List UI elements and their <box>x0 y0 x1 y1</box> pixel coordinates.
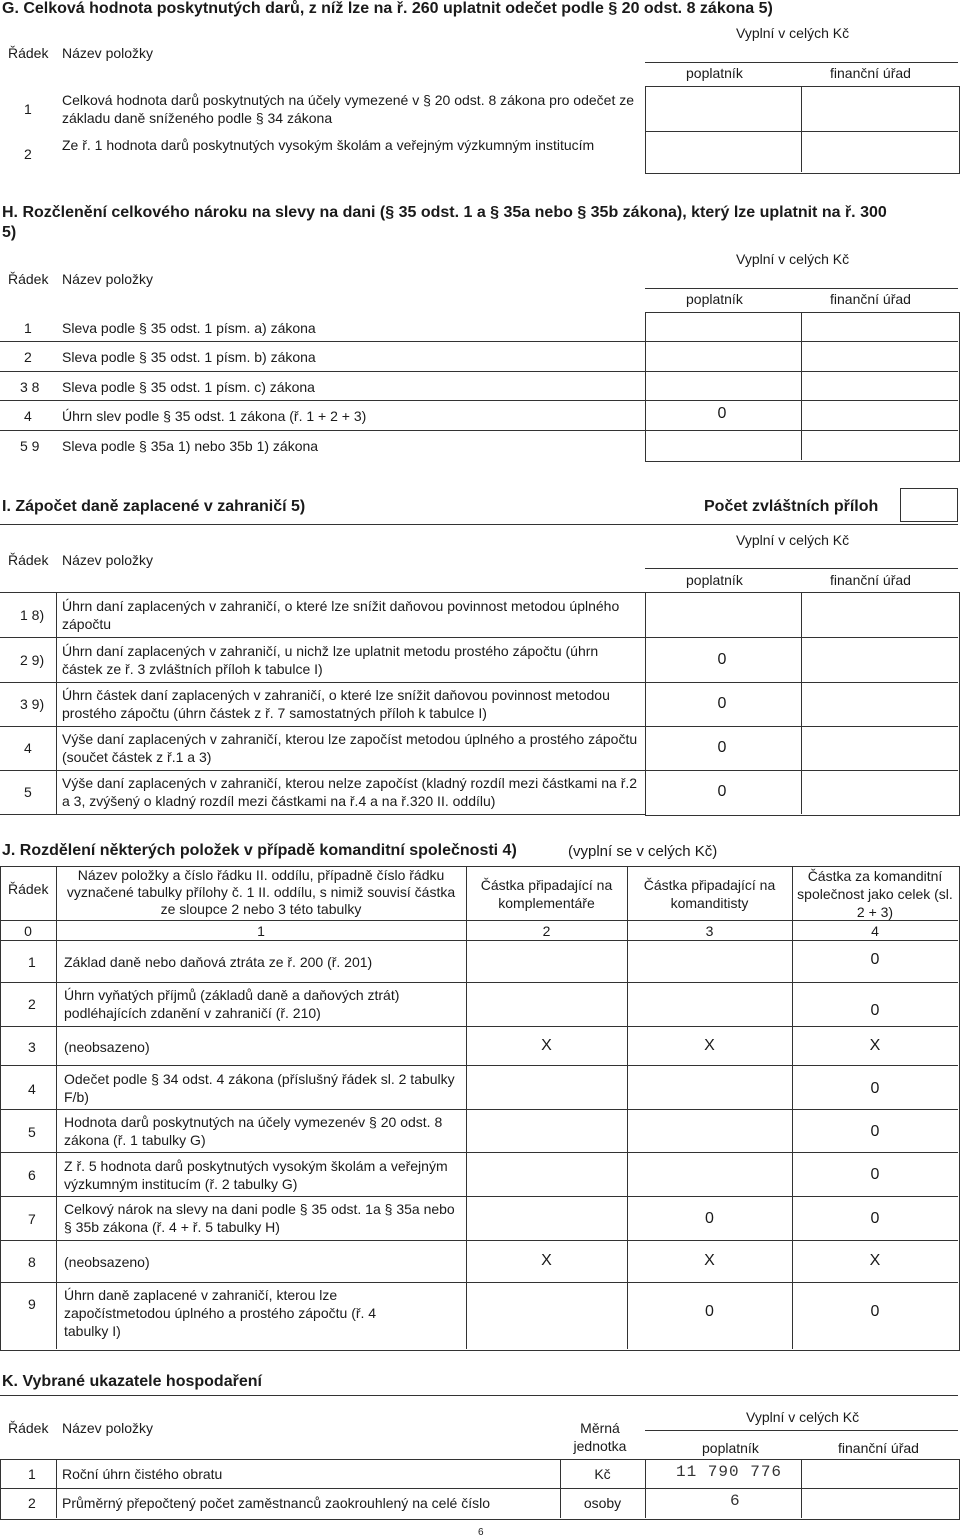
col-number: 4 <box>871 923 879 939</box>
row-label: Úhrn daně zaplacené v zahraničí, kterou lze započístmetodou úplného a prostého zápočtu (ř. 4 tabulky I) <box>64 1287 377 1339</box>
row-label: Úhrn daní zaplacených v zahraničí, u nichž lze uplatnit metodu prostého zápočtu (úhrn částek ze ř. 3 zvláštních příloh k tabulce I) <box>62 643 599 677</box>
col-number: 1 <box>257 923 265 939</box>
row-number: 1 8) <box>20 607 45 623</box>
attachments-count-field[interactable] <box>900 488 958 522</box>
g-row1-payer-field[interactable] <box>647 88 799 129</box>
row-number: 4 <box>28 1081 36 1097</box>
j-row3-c3: X <box>704 1037 715 1054</box>
col-number: 2 <box>542 923 551 939</box>
col-payer-header: poplatník <box>686 291 743 307</box>
row-label: Úhrn částek daní zaplacených v zahraničí, o které lze snížit daňovou povinnost metodou prostého zápočtu (úhrn částek z ř. 7 samostatných příloh k tabulce I) <box>62 687 610 721</box>
j-row8-c4: X <box>869 1252 881 1269</box>
turnover-value[interactable]: 11 790 776 <box>676 1463 783 1481</box>
col-name-header: Název položky <box>62 271 154 287</box>
row-number: 5 9 <box>20 438 40 454</box>
unit-value: osoby <box>583 1495 622 1511</box>
section-g-title: G. Celková hodnota poskytnutých darů, z níž lze na ř. 260 uplatnit odečet podle § 20 odst. 8 zákona 5) <box>2 0 773 17</box>
col-number: 3 <box>705 923 714 939</box>
col-limited-header: Částka připadající na komanditisty <box>643 877 776 911</box>
row-number: 2 <box>24 349 32 365</box>
col-row-header: Řádek <box>8 552 49 568</box>
col-office-header: finanční úřad <box>830 65 911 81</box>
fill-header: Vyplní v celých Kč <box>736 25 850 41</box>
j-row1-total[interactable]: 0 <box>870 951 880 968</box>
section-j-note: (vyplní se v celých Kč) <box>568 843 718 860</box>
j-row3-c4: X <box>869 1037 881 1054</box>
col-payer-header: poplatník <box>702 1440 759 1456</box>
row-number: 6 <box>28 1167 36 1183</box>
row-label: Výše daní zaplacených v zahraničí, kterou nelze započíst (kladný rozdíl mezi částkami na ř.2 a 3, zvýšený o kladný rozdíl mezi částkami na ř.4 a na ř.320 II. oddílu) <box>62 775 638 809</box>
j-row2-total[interactable]: 0 <box>870 1002 880 1019</box>
row-label: Průměrný přepočtený počet zaměstnanců zaokrouhlený na celé číslo <box>62 1495 491 1511</box>
j-row8-c3: X <box>704 1252 715 1269</box>
attachments-label: Počet zvláštních příloh <box>704 498 879 515</box>
col-row-header: Řádek <box>8 45 49 61</box>
row-label: (neobsazeno) <box>64 1039 150 1055</box>
row-label: Hodnota darů poskytnutých na účely vymezenév § 20 odst. 8 zákona (ř. 1 tabulky G) <box>64 1114 443 1148</box>
row-number: 1 <box>28 954 36 970</box>
row-number: 7 <box>28 1211 36 1227</box>
col-name-header: Název položky <box>62 45 154 61</box>
col-row-header: Řádek <box>8 881 49 897</box>
section-i-title: I. Zápočet daně zaplacené v zahraničí 5) <box>2 498 306 515</box>
col-office-header: finanční úřad <box>830 572 911 588</box>
section-j-title: J. Rozdělení některých položek v případě komanditní společnosti 4) <box>2 842 517 859</box>
row-label: Z ř. 5 hodnota darů poskytnutých vysokým školám a veřejným výzkumným institucím (ř. 2 tabulky G) <box>64 1158 448 1192</box>
row-label: Sleva podle § 35a 1) nebo 35b 1) zákona <box>62 438 319 454</box>
row-label: Úhrn slev podle § 35 odst. 1 zákona (ř. 1 + 2 + 3) <box>62 408 367 424</box>
i-row4-payer-value[interactable]: 0 <box>717 739 727 756</box>
j-row9-total[interactable]: 0 <box>870 1303 880 1320</box>
row-number: 9 <box>28 1296 36 1312</box>
col-name-header: Název položky a číslo řádku II. oddílu, případně číslo řádku vyznačené tabulky přílohy č. 1 II. oddílu, s nimiž souvisí částka ze sloupce 2 nebo 3 této tabulky <box>66 867 456 917</box>
h-row4-payer-value[interactable]: 0 <box>717 405 727 422</box>
col-payer-header: poplatník <box>686 572 743 588</box>
row-label: (neobsazeno) <box>64 1254 150 1270</box>
row-label: Sleva podle § 35 odst. 1 písm. a) zákona <box>62 320 316 336</box>
row-label: Odečet podle § 34 odst. 4 zákona (příslušný řádek sl. 2 tabulky F/b) <box>64 1071 455 1105</box>
j-row7-limited[interactable]: 0 <box>705 1210 714 1227</box>
row-number: 1 <box>24 101 32 117</box>
j-row4-total[interactable]: 0 <box>870 1080 880 1097</box>
col-office-header: finanční úřad <box>838 1440 919 1456</box>
page-number: 6 <box>478 1527 484 1538</box>
row-label: Ze ř. 1 hodnota darů poskytnutých vysokým školám a veřejným výzkumným institucím <box>62 137 595 153</box>
i-row5-payer-value[interactable]: 0 <box>717 783 727 800</box>
row-label: Celkový nárok na slevy na dani podle § 35 odst. 1a § 35a nebo § 35b zákona (ř. 4 + ř. 5 tabulky H) <box>64 1201 455 1235</box>
row-number: 5 <box>24 784 32 800</box>
row-number: 8 <box>28 1254 36 1270</box>
row-number: 1 <box>28 1466 36 1482</box>
fill-header: Vyplní v celých Kč <box>736 251 850 267</box>
row-number: 4 <box>24 740 32 756</box>
col-name-header: Název položky <box>62 1420 154 1436</box>
j-row3-c2: X <box>541 1037 552 1054</box>
col-complementary-header: Částka připadající na komplementáře <box>480 877 613 911</box>
row-label: Sleva podle § 35 odst. 1 písm. b) zákona <box>62 349 316 365</box>
row-number: 2 9) <box>20 652 45 668</box>
col-total-header: Částka za komanditní společnost jako celek (sl. 2 + 3) <box>797 868 953 920</box>
unit-value: Kč <box>594 1466 611 1482</box>
employees-value[interactable]: 6 <box>730 1492 741 1510</box>
row-number: 2 <box>24 146 32 162</box>
g-row2-payer-field[interactable] <box>647 133 799 170</box>
row-number: 1 <box>24 320 32 336</box>
i-row2-payer-value[interactable]: 0 <box>717 651 727 668</box>
row-number: 4 <box>24 408 32 424</box>
section-k-title: K. Vybrané ukazatele hospodaření <box>2 1373 262 1390</box>
section-h-title: H. Rozčlenění celkového nároku na slevy na dani (§ 35 odst. 1 a § 35a nebo § 35b zákona), který lze uplatnit na ř. 300 5) <box>2 204 887 241</box>
j-row6-total[interactable]: 0 <box>870 1166 880 1183</box>
row-label: Základ daně nebo daňová ztráta ze ř. 200 (ř. 201) <box>64 954 373 970</box>
row-label: Celková hodnota darů poskytnutých na účely vymezené v § 20 odst. 8 zákona pro odečet ze základu daně sníženého podle § 34 zákona <box>62 92 635 126</box>
row-number: 2 <box>28 1495 36 1511</box>
section-h-values-box <box>645 312 960 462</box>
i-row3-payer-value[interactable]: 0 <box>717 695 727 712</box>
col-row-header: Řádek <box>8 271 49 287</box>
row-label: Úhrn vyňatých příjmů (základů daně a daňových ztrát) podléhajících zdanění v zahraničí (ř. 210) <box>64 987 400 1021</box>
row-number: 3 8 <box>20 379 40 395</box>
col-row-header: Řádek <box>8 1420 49 1436</box>
col-payer-header: poplatník <box>686 65 743 81</box>
col-office-header: finanční úřad <box>830 291 911 307</box>
fill-header: Vyplní v celých Kč <box>736 532 850 548</box>
row-label: Sleva podle § 35 odst. 1 písm. c) zákona <box>62 379 315 395</box>
col-name-header: Název položky <box>62 552 154 568</box>
j-row5-total[interactable]: 0 <box>870 1123 880 1140</box>
row-number: 3 9) <box>20 696 45 712</box>
fill-header: Vyplní v celých Kč <box>746 1409 860 1425</box>
j-row9-limited[interactable]: 0 <box>705 1303 714 1320</box>
col-number: 0 <box>24 923 32 939</box>
row-number: 5 <box>28 1124 36 1140</box>
row-label: Úhrn daní zaplacených v zahraničí, o které lze snížit daňovou povinnost metodou úplného zápočtu <box>62 598 620 632</box>
row-number: 2 <box>28 996 36 1012</box>
j-row7-total[interactable]: 0 <box>870 1210 880 1227</box>
row-label: Výše daní zaplacených v zahraničí, kterou lze započíst metodou úplného a prostého zápočtu (součet částek z ř.1 a 3) <box>62 731 638 765</box>
row-label: Roční úhrn čistého obratu <box>62 1466 223 1482</box>
j-row8-c2: X <box>541 1252 552 1269</box>
col-unit-header: Měrná jednotka <box>573 1420 627 1454</box>
row-number: 3 <box>28 1039 36 1055</box>
